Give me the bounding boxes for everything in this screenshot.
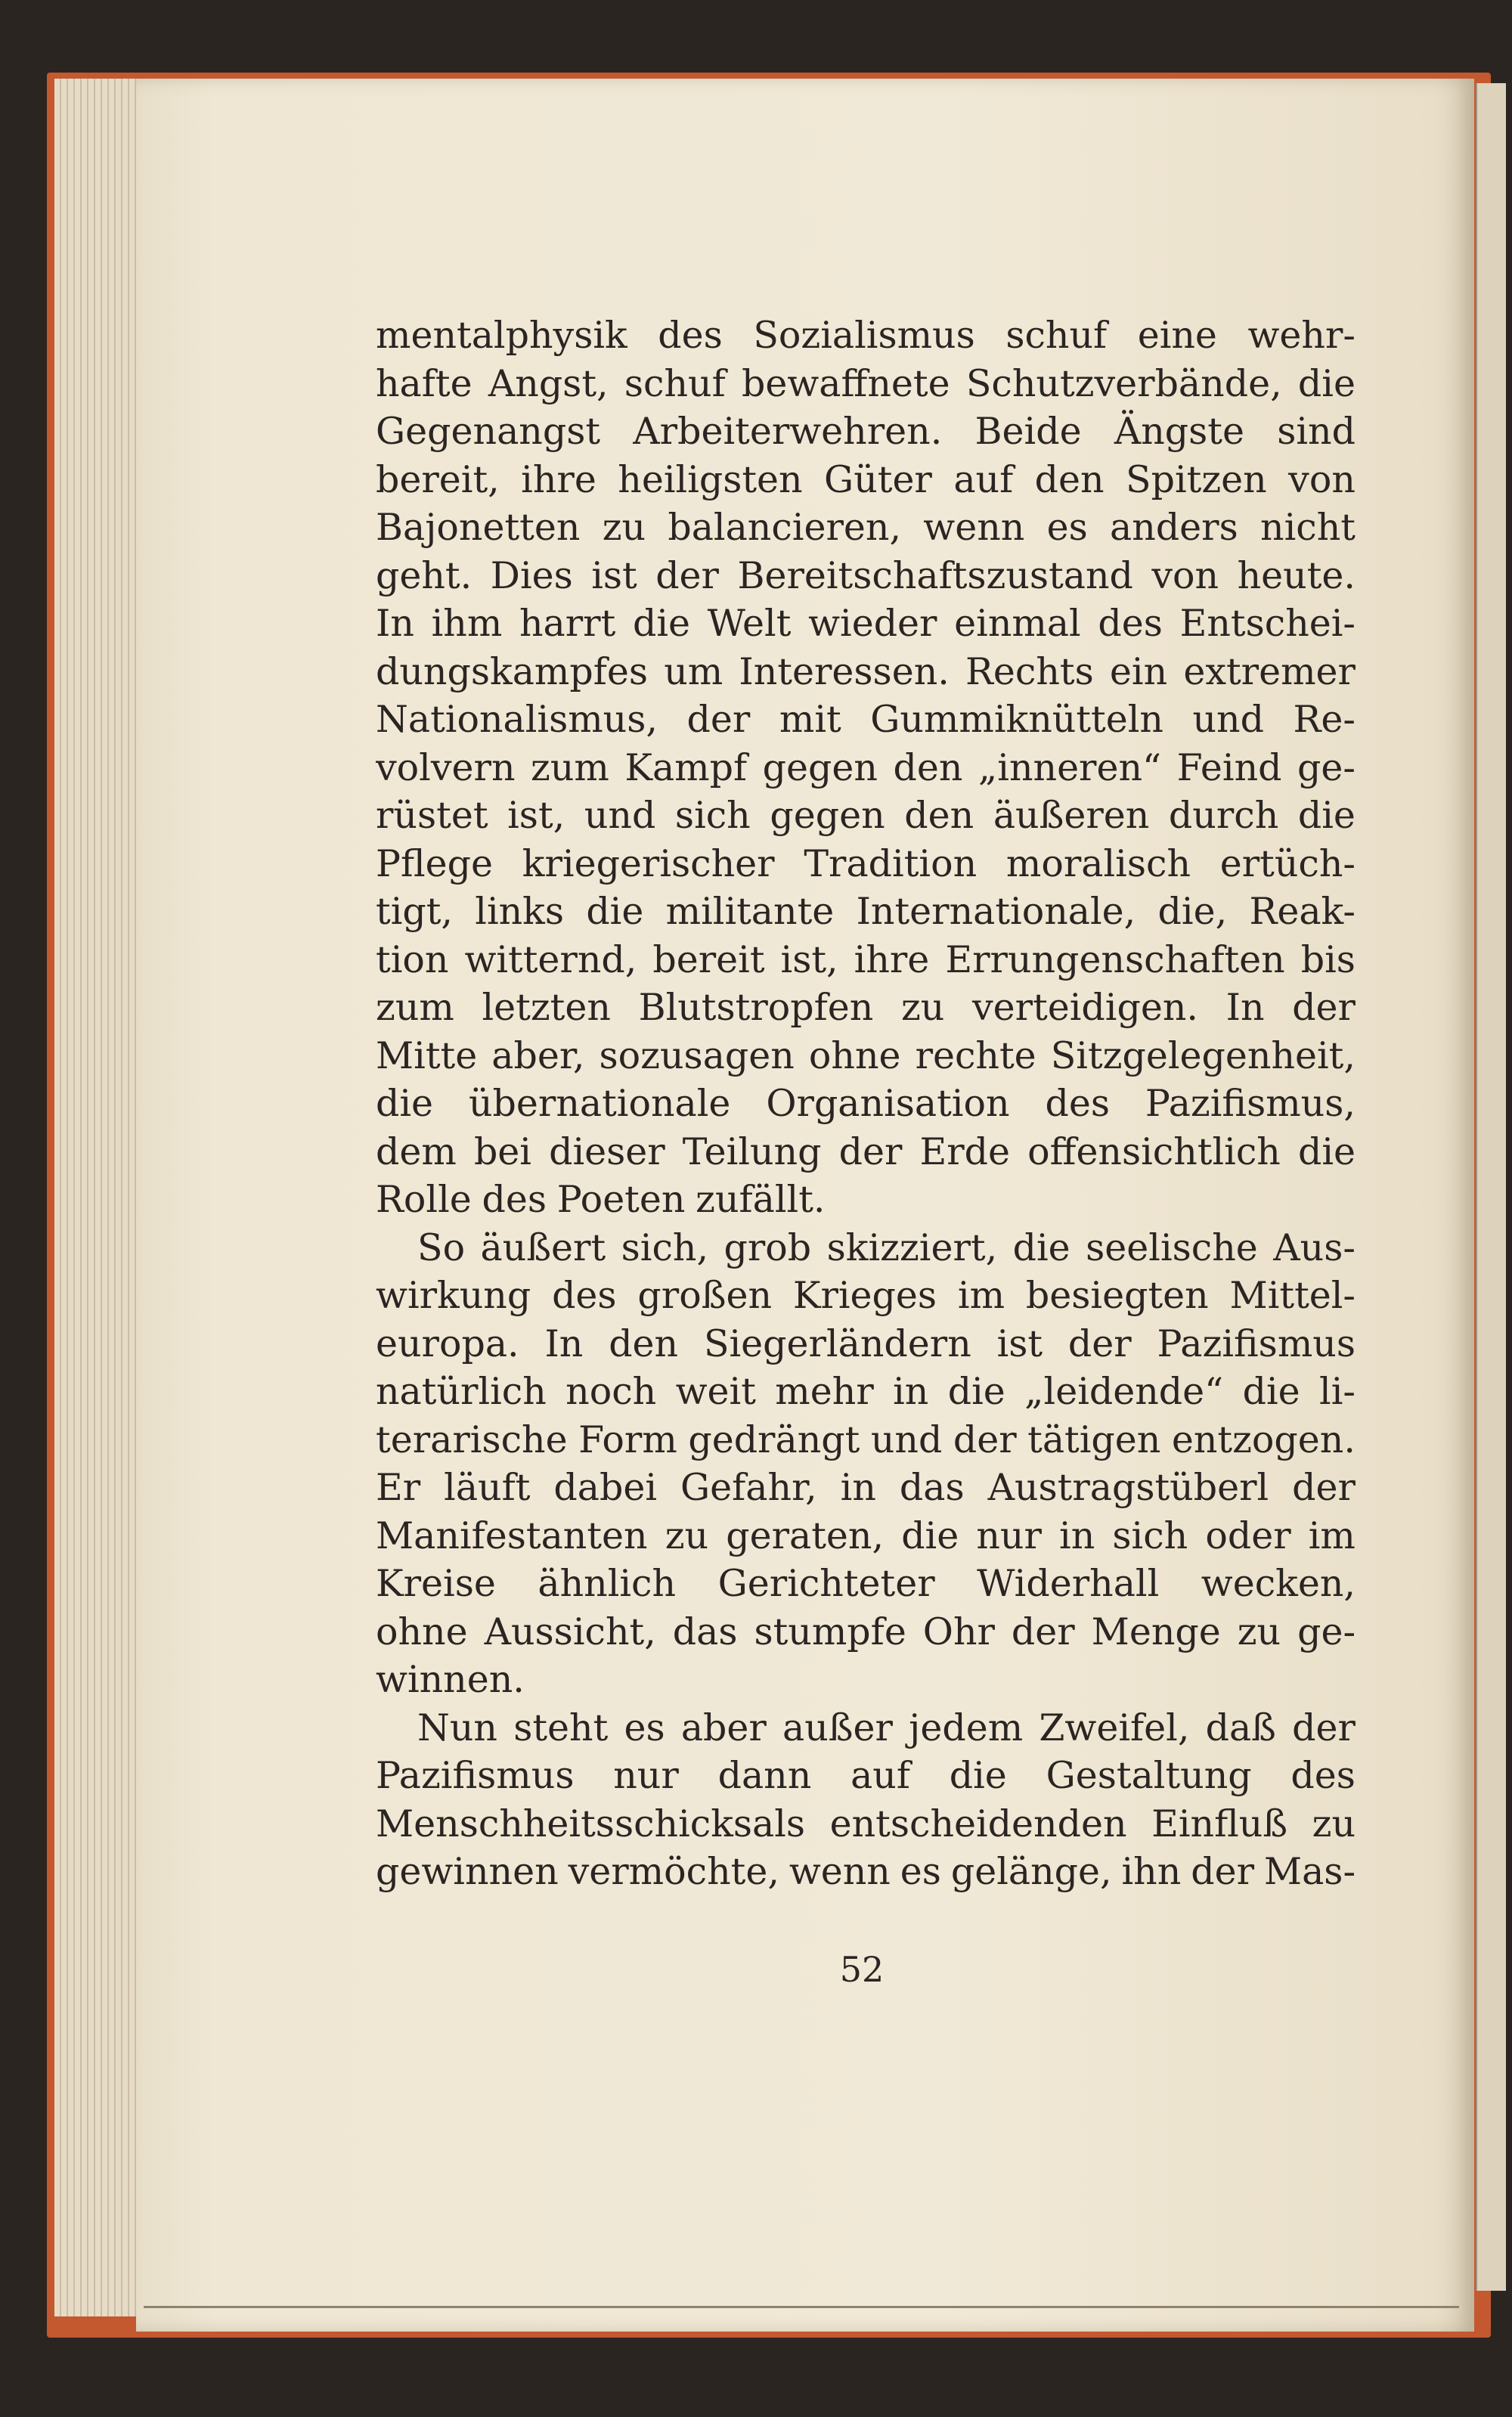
text-line: terarische Form gedrängt und der tätigen entzogen. bbox=[376, 1418, 1356, 1461]
text-line: die übernationale Organisation des Pazifismus, bbox=[376, 1082, 1356, 1125]
text-line: Nationalismus, der mit Gummiknütteln und Re- bbox=[376, 698, 1356, 741]
text-line: Manifestanten zu geraten, die nur in sich oder im bbox=[376, 1514, 1356, 1557]
body-text bbox=[376, 311, 1356, 1896]
text-line: So äußert sich, grob skizziert, die seelische Aus- bbox=[417, 1226, 1356, 1269]
text-line: wirkung des großen Krieges im besiegten Mittel- bbox=[376, 1274, 1356, 1317]
text-line: geht. Dies ist der Bereitschaftszustand von heute. bbox=[376, 553, 1356, 597]
text-line: Rolle des Poeten zufällt. bbox=[376, 1178, 826, 1221]
text-line: volvern zum Kampf gegen den „inneren“ Feind ge- bbox=[376, 745, 1356, 789]
page-stack-edges bbox=[54, 79, 138, 2316]
text-line: europa. In den Siegerländern ist der Pazifismus bbox=[376, 1322, 1356, 1365]
text-line: tigt, links die militante Internationale, die, Reak- bbox=[376, 890, 1356, 933]
text-line: rüstet ist, und sich gegen den äußeren durch die bbox=[376, 794, 1356, 837]
text-line: hafte Angst, schuf bewaffnete Schutzverbände, die bbox=[376, 361, 1356, 405]
text-line: Pflege kriegerischer Tradition moralisch ertüch- bbox=[376, 841, 1356, 885]
text-line: natürlich noch weit mehr in die „leidende“ die li- bbox=[376, 1370, 1356, 1413]
text-line: In ihm harrt die Welt wieder einmal des Entschei- bbox=[376, 602, 1356, 645]
text-line: Mitte aber, sozusagen ohne rechte Sitzgelegenheit, bbox=[376, 1033, 1356, 1077]
text-line: Kreise ähnlich Gerichteter Widerhall wecken, bbox=[376, 1562, 1356, 1605]
text-line: gewinnen vermöchte, wenn es gelänge, ihn der Mas- bbox=[376, 1850, 1356, 1893]
text-line: Er läuft dabei Gefahr, in das Austragstüberl der bbox=[376, 1466, 1356, 1509]
text-line: dungskampfes um Interessen. Rechts ein extremer bbox=[376, 649, 1356, 693]
text-line: winnen. bbox=[376, 1658, 525, 1701]
page-bottom-edge bbox=[144, 2306, 1459, 2308]
text-line: dem bei dieser Teilung der Erde offensichtlich die bbox=[376, 1129, 1356, 1173]
next-page-edge bbox=[1476, 83, 1506, 2291]
text-line: Pazifismus nur dann auf die Gestaltung des bbox=[376, 1754, 1356, 1797]
text-line: Nun steht es aber außer jedem Zweifel, daß der bbox=[417, 1706, 1356, 1749]
text-line: bereit, ihre heiligsten Güter auf den Spitzen von bbox=[376, 457, 1356, 501]
text-line: Bajonetten zu balancieren, wenn es anders nicht bbox=[376, 506, 1356, 549]
text-line: zum letzten Blutstropfen zu verteidigen. In der bbox=[376, 986, 1356, 1029]
text-line: ohne Aussicht, das stumpfe Ohr der Menge zu ge- bbox=[376, 1610, 1356, 1653]
text-line: Menschheitsschicksals entscheidenden Einfluß zu bbox=[376, 1802, 1356, 1845]
text-line: mentalphysik des Sozialismus schuf eine wehr- bbox=[376, 314, 1356, 357]
text-line: tion witternd, bereit ist, ihre Errungenschaften bis bbox=[376, 937, 1356, 981]
text-line: Gegenangst Arbeiterwehren. Beide Ängste sind bbox=[376, 410, 1356, 453]
page-number: 52 bbox=[839, 1949, 885, 1990]
